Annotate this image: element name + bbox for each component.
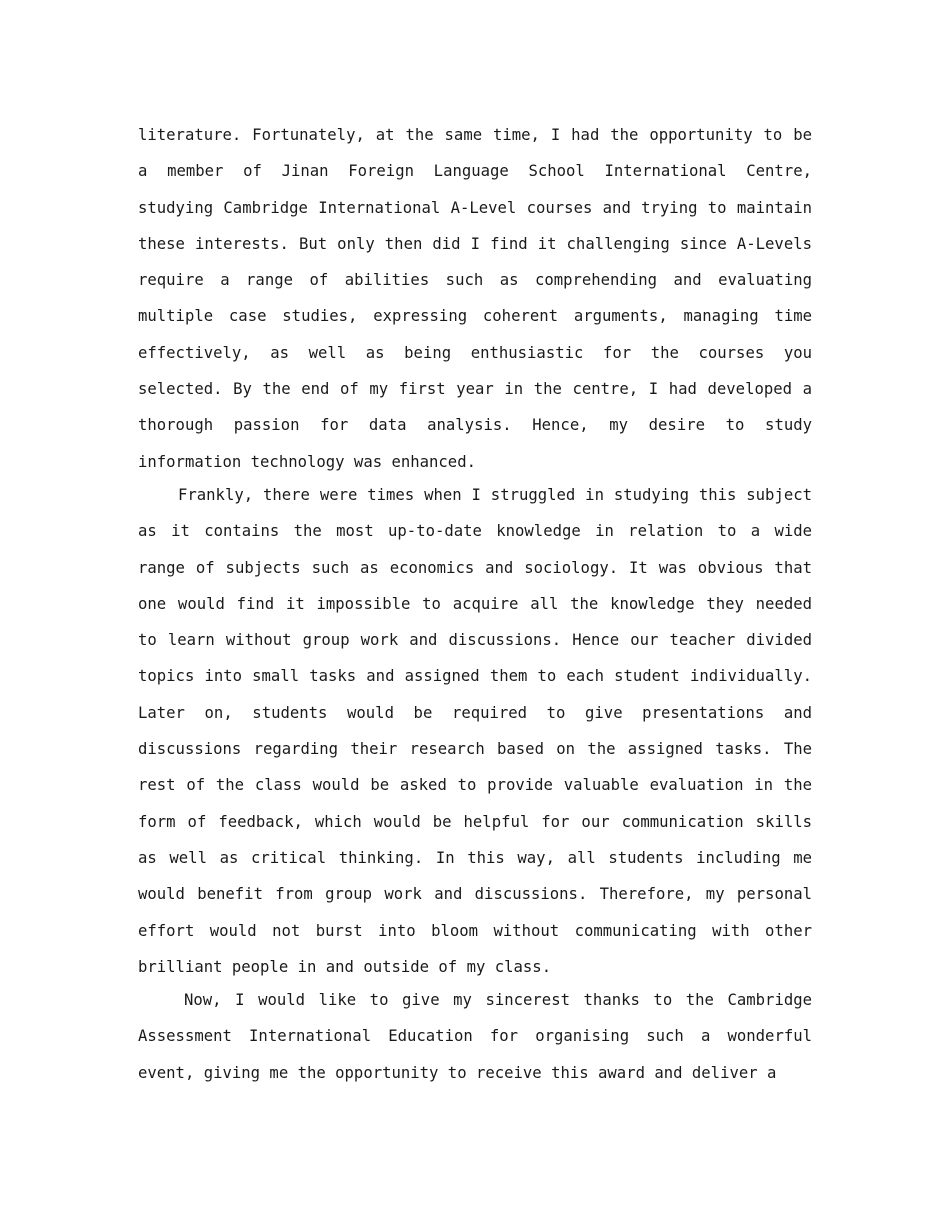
document-page [138, 117, 812, 1091]
paragraph-frankly: Frankly, there were times when I struggled in studying this subject as it contains the most up-to-date knowledge in relation to a wide range of subjects such as economics and sociology. It was obvious that one would find it impossible to acquire all the knowledge they needed to learn without group work and discussions. Hence our teacher divided topics into small tasks and assigned them to each student individually. Later on, students would be required to give presentations and discussions regarding their research based on the assigned tasks. The rest of the class would be asked to provide valuable evaluation in the form of feedback, which would be helpful for our communication skills as well as critical thinking. In this way, all students including me would benefit from group work and discussions. Therefore, my personal effort would not burst into bloom without communicating with other brilliant people in and outside of my class. [138, 485, 812, 976]
paragraph-literature: literature. Fortunately, at the same time, I had the opportunity to be a member of Jinan Foreign Language School International Centre, studying Cambridge International A-Level courses and trying to maintain these interests. But only then did I find it challenging since A-Levels require a range of abilities such as comprehending and evaluating multiple case studies, expressing coherent arguments, managing time effectively, as well as being enthusiastic for the courses you selected. By the end of my first year in the centre, I had developed a thorough passion for data analysis. Hence, my desire to study information technology was enhanced. [138, 126, 812, 471]
paragraph-thanks: Now, I would like to give my sincerest thanks to the Cambridge Assessment International Education for organising such a wonderful event, giving me the opportunity to receive this award and deliver a [138, 991, 812, 1082]
